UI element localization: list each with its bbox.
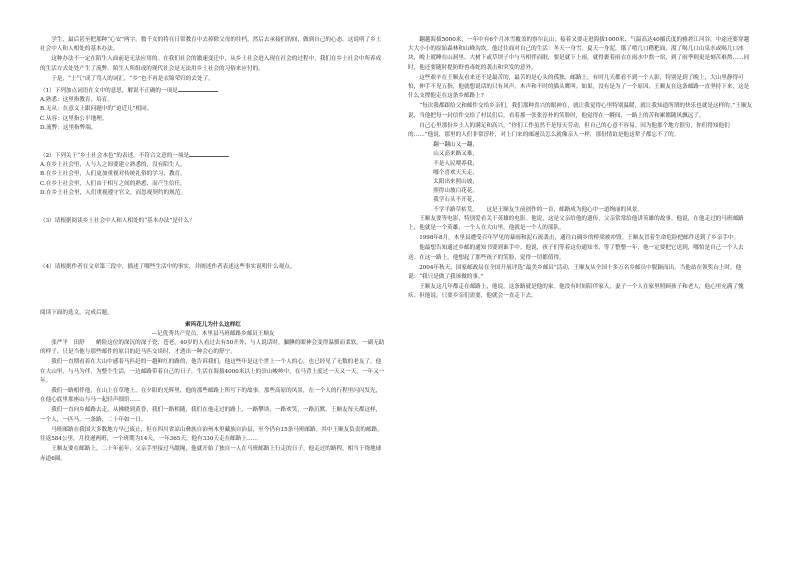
question-4-stem: （4）请根据作者在文章第三段中，描述了哪些生活中的事实，并阐述作者表述这些事实说明什么观点。 — [40, 264, 296, 271]
article-paragraph: 马班邮路在我国大多数地方早已废止，但在四川省凉山彝族自治州木里藏族自治县，至今仍有15条马班邮路。其中王顺友负责的邮路，往返584公里，月投递两班，一个班期为14天，一年365天，他有330天走在邮路上…… — [40, 426, 383, 443]
article-paragraph: 我们一直向乡邮路去走，从拂晓到黄昏，我们一路相随，我们在他走过的路上，一路攀谈，一路欢笑，一路沉默。王顺友每天都这样，一个人，一匹马，一条路，二十年如一日。 — [40, 407, 382, 423]
answer-area[interactable] — [40, 272, 386, 306]
article-paragraph: 王顺友这几年都走在邮路上，他说，这条路就是他的家。他没有时间陪伴家人，妻子一个人在家里照顾孩子和老人，他心里充满了愧疚。但他说，只要乡亲们需要，他就会一直走下去。 — [408, 284, 744, 300]
question-3-stem: （3）请根据阅读乡土社会中人和人相处的“基本办法”是什么？ — [40, 218, 195, 225]
article-paragraph: 自己心里那份乡土人的满足和高兴，“你们工作虽然不是每天劳动，但自己的心意不容易。因为他那个地方很穷，你们得知他们的……”他说，那里的人们非常淳朴，对上门来的邮递员怎么就像亲人一样，那份情谊是他这辈子都忘不了的。 — [408, 122, 730, 139]
poem-line: 翻一翻山又一翻， — [433, 142, 478, 149]
article-paragraph: 1998年8月，木里县遭受百年罕见的暴雨和泥石流袭击，通往白碉乡的桥梁被冲毁。王顺友冒着生命危险把邮件送到了乡亲手中。 — [419, 235, 740, 242]
article-paragraph: 我们一路相伴他，在山上在草地上，在夕阳的光辉里，他的那些邮路上所写下的故事，那些高原的风景，在一个人的行程里闪闪发光，在他心底里那座山与马一起轻声细语…… — [40, 388, 382, 404]
intro-paragraph: 这种办法不一定在陌生人面前是无法应用的。在我们社会的激速变迁中，从乡土社会进入现在社会的过程中，我们在乡土社会中所养成的生活方式处处产生了流弊。陌生人所组成的现代社会是无法用乡土社会的习俗来应付的。 — [40, 56, 382, 72]
left-column — [40, 36, 386, 532]
article-paragraph: 这些艰辛在王顺友看来还不是最苦的，最苦的是心头的孤独。邮路上，有时几天都看不到一个人影，特别是到了晚上，大山里静得可怕，伸手不见五指，他就想说话的只有风声，木声和不时的猫头鹰叫。如果，没有是为了一个原因，王顺友在这条邮路一直坚持下来，这是什么支撑他走在这条乡邮路上? — [408, 74, 750, 100]
question-2-option[interactable]: A.在乡土社会里，人与人之间要建立熟悉的，没有陌生人。 — [40, 162, 186, 169]
article-paragraph: 王顺友要在邮路上，二十年前年，父亲手里接过马缰绳，他就开始了独自一人在马班邮路上行走的日子。他走过的路程，相当于绕地球赤道6圈。 — [40, 446, 382, 462]
poem-line: 哪个喜欢天天走， — [433, 169, 478, 176]
intro-paragraph: 学生，最后甚至把那种“心安”两字。数千女的将在日常教育中去掉除父母的往档，然后去承接们的间，做到自己的心态。这说明了乡土社会中人和人相处的基本办法。 — [40, 37, 382, 53]
answer-area[interactable] — [40, 226, 386, 260]
poem-line: 山又高来路又难， — [433, 151, 478, 158]
answer-blank[interactable] — [178, 91, 218, 92]
poem-line: 照得山坡白花花， — [433, 188, 478, 195]
article-title: 索玛花儿为什么这样红 — [185, 321, 241, 328]
poem-note: 这是王顺友生前创作的一首，邮路成为他心中一道绚丽的风景。 — [486, 206, 643, 213]
poem-line: 不学半路草枯荒。 这是王顺友生前创作的一首，邮路成为他心中一道绚丽的风景。 — [433, 206, 643, 213]
poem-line: 不是人民喂养我， — [433, 160, 478, 167]
section-instruction: 阅读下面的选文，完成后题。 — [40, 310, 113, 317]
article-subtitle: —记优秀共产党员、木里县马班邮路乡邮员王顺友 — [151, 330, 275, 337]
question-1-option[interactable]: B.无从：在意义上跟问题中的“迫近儿”相同。 — [40, 106, 153, 113]
article-paragraph: 2004年秋天，国家邮政局在全国开展评选“最美乡邮员”活动，王顺友从全国十多万名乡邮员中脱颖而出。当他站在领奖台上时，他说：“我只是做了我该做的事。” — [408, 264, 742, 281]
intro-paragraph: 于是，“土气”成了骂人的词汇，“乡”也不再是衣锦荣归的去处了。 — [51, 75, 214, 82]
poem-line: 太阳出来照山坡， — [433, 179, 478, 186]
right-column — [408, 36, 754, 532]
answer-blank[interactable] — [189, 156, 229, 157]
poem-line: 我学石头不开花， — [433, 197, 478, 204]
article-paragraph: 我们一直期看着在大山中感着马匹赶的一趟鲜红的路的，他告诉我们，他这些年是这个世上一个人的心，也已经见了无数的老友了。他在大山里，与马为伴，为整个生活，一边邮路带着自己的日子，生活在海拔4000米以上的崇山峻岭中，在马背上度过一天又一天，一年又一年。 — [40, 359, 385, 384]
question-2-stem: （2）下列关于“乡土社会本色”的表述，不符合文意的一项是 — [40, 152, 386, 161]
question-2-option[interactable]: D.在乡土社会里，人们重视遵守官文，而忽视契约的规范。 — [40, 189, 186, 196]
question-1-option[interactable]: C.从容：这里指公平地理。 — [40, 115, 108, 122]
article-paragraph: 张严平 田舒 峭险这位的深沉的深于瓷、苍老，40岁的人看过去有50开外，与人说话时，腼腆的眼神会变得温驯而柔软，一副无助的样子。只是当他与那些邮件的原目的赶马匹交谈时，才透出一种会心的舒宁。 — [40, 340, 385, 356]
article-paragraph: 他最想告知通过乡邮的通知书要到谁手中。他说，孩子们等着这份通知书，等了整整一年，他一定要把它送到，哪怕是自己一个人去送。在这一路上，他想起了那些孩子的笑脸，觉得一切都值得。 — [408, 245, 744, 261]
question-2-option[interactable]: C.在乡土社会里，人们由于相互之间的熟悉，而产生信任。 — [40, 180, 186, 187]
question-1-option[interactable]: A.熟悉：这里指教育、培育。 — [40, 97, 113, 104]
article-paragraph: 翻越海拔5000米，一年中有6个月冰雪覆盖的察尔瓦山；接着又要走进海拔1000米、气温高达40摄氏度的雅砻江河谷，中途还要穿越大大小小的原始森林和山峰沟坎。他过往面对自己的生活：冬天一身雪，夏天一身泥，饿了啃几口糌粑面，渴了喝几口山泉水或喝几口冰块，晚上就睡在山洞里、大树下或草坝子中与马相伴而眠，要是就下上雨，就得裹着雨衣在雨水中熬一宿，到了雨季则更是刻苦难熬……同时，他还要随时提防野兽毒蛇的袭击和突发的意外。 — [408, 37, 750, 71]
article-paragraph: 王顺友要等电影，特别爱看关于英雄的电影。他说，这是父亲给他的遗传，父亲常常给他讲英雄的故事。他说，在他走过的马班邮路上，他就是一个英雄，一个人在大山里，他就是一个人的部队。 — [408, 215, 744, 232]
question-1-option[interactable]: D.流弊：这里指弊端。 — [40, 124, 97, 131]
article-paragraph: “每次我都跟给父和邮件交给乡亲们，我们那种喜兴的眼神在，就让我觉得心里特别温暖，就让我知道所谓的快乐也就是这样的。”王顺友说，当他把每一封信件交给了村民们后，看着那一张张淳朴的笑脸时，他觉得在一瞬间，一路上的苦和累都随风飘远了。 — [408, 103, 753, 119]
question-2-option[interactable]: B.在乡土社会里，人们更加重视对传统礼俗的学习，教育。 — [40, 171, 186, 178]
question-1-stem: （1）下列加点词语在文中的意思，解说不正确的一项是 — [40, 87, 386, 96]
